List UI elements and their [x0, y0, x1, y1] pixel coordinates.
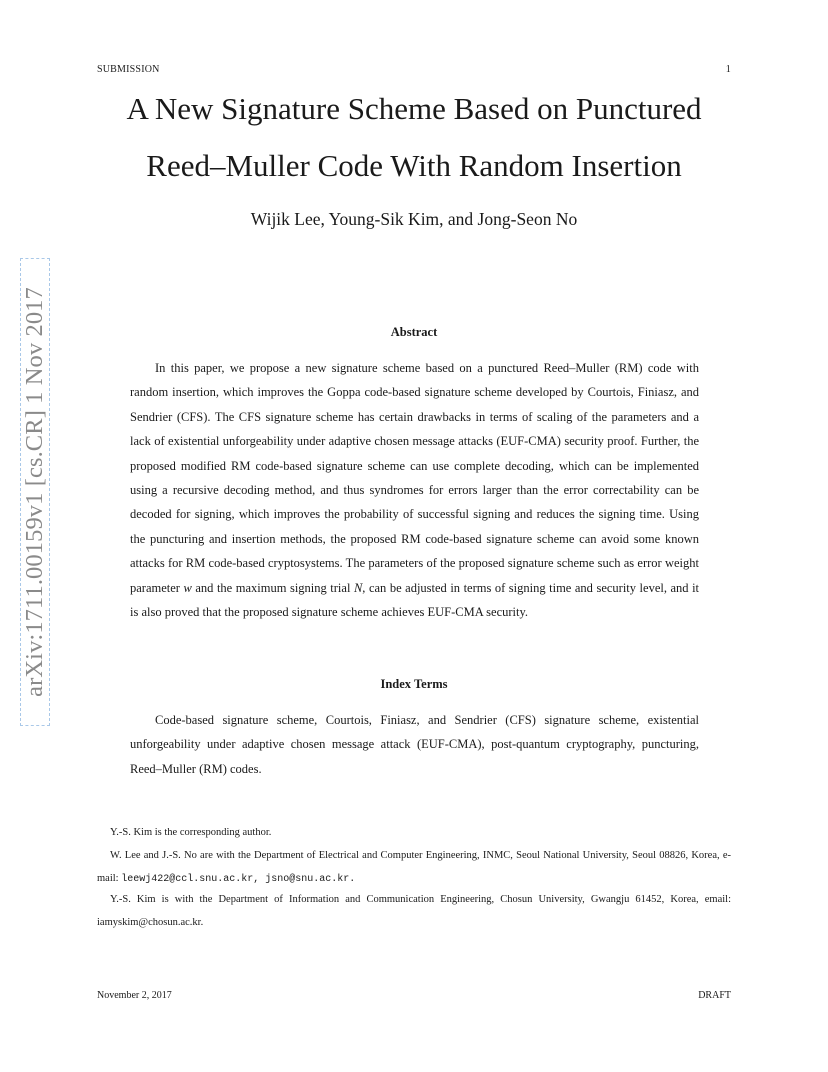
footnote-affiliation-chosun: Y.-S. Kim is with the Department of Information and Communication Engineering, Chosun University, Gwangju 61452, Korea, email: iamyskim@chosun.ac.kr. — [97, 894, 731, 928]
variable-n: N — [353, 580, 363, 595]
footer-draft-label: DRAFT — [698, 990, 731, 1001]
footnote-snu-emails: leewj422@ccl.snu.ac.kr, jsno@snu.ac.kr. — [121, 873, 356, 885]
paper-title-line-2: Reed–Muller Code With Random Insertion — [146, 148, 682, 183]
abstract-text-part-1: In this paper, we propose a new signature scheme based on a punctured Reed–Muller (RM) code with random insertion, which improves the Goppa code-based signature scheme developed by Courtois, Finiasz, and Sendrier (CFS). The CFS signature scheme has certain drawbacks in terms of scaling of the parameters and a lack of existential unforgeability under adaptive chosen message attacks (EUF-CMA) security proof. Further, the proposed modified RM code-based signature scheme can use complete decoding, which can be implemented using a recursive decoding method, and thus syndromes for errors larger than the error correctability can be decoded for signing, which improves the probability of successful signing and reduces the signing time. Using the puncturing and insertion methods, the proposed RM code-based signature scheme can avoid some known attacks for RM code-based cryptosystems. The parameters of the proposed signature scheme such as error weight parameter — [130, 361, 699, 595]
arxiv-identifier[interactable]: arXiv:1711.00159v1 [cs.CR] 1 Nov 2017 — [21, 287, 48, 697]
variable-w: w — [183, 580, 192, 595]
abstract-text-part-2: and the maximum signing trial — [191, 580, 354, 595]
abstract-text-part-3: , can be adjusted in terms of signing time and security level, and it is also proved that the proposed signature scheme achieves EUF-CMA security. — [130, 580, 700, 620]
index-terms-text: Code-based signature scheme, Courtois, Finiasz, and Sendrier (CFS) signature scheme, existential unforgeability under adaptive chosen message attack (EUF-CMA), post-quantum cryptography, puncturing, Reed–Muller (RM) codes. — [130, 713, 699, 776]
author-list: Wijik Lee, Young-Sik Kim, and Jong-Seon No — [250, 209, 578, 229]
page-number: 1 — [725, 64, 731, 75]
footnote-corresponding-author: Y.-S. Kim is the corresponding author. — [110, 827, 272, 838]
paper-title-line-1: A New Signature Scheme Based on Punctured — [126, 91, 702, 126]
footer-date: November 2, 2017 — [97, 990, 172, 1001]
index-terms-heading: Index Terms — [380, 677, 448, 691]
footnote-affiliation-snu-text: W. Lee and J.-S. No are with the Department of Electrical and Computer Engineering, INMC, Seoul National University, Seoul 08826, Korea, e-mail: — [97, 850, 731, 884]
abstract-text — [130, 356, 699, 624]
running-header-left: SUBMISSION — [97, 64, 160, 75]
footnote-affiliation-snu — [97, 845, 731, 891]
abstract-heading: Abstract — [390, 325, 438, 339]
